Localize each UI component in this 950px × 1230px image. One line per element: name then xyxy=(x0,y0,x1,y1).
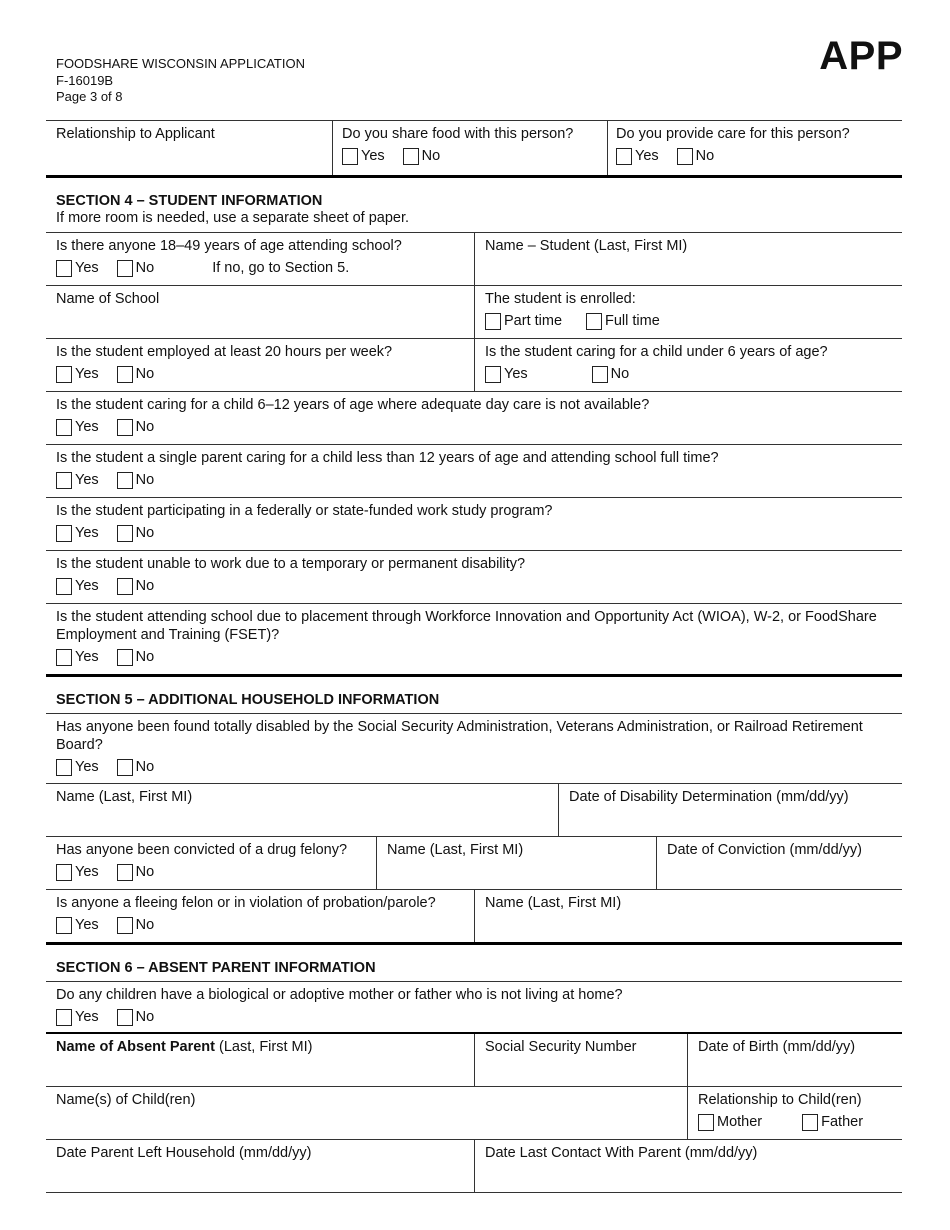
employed-row xyxy=(46,339,902,392)
option-label: Part time xyxy=(504,313,563,329)
placement-question: Is the student attending school due to placement through Workforce Innovation and Opportunity Act (WIOA), W-2, or FoodShare Employment and Training (FSET)? xyxy=(56,609,877,643)
checkbox[interactable] xyxy=(117,472,133,489)
child-6-12-question: Is the student caring for a child 6–12 years of age where adequate day care is not available? xyxy=(56,397,650,413)
fleeing-row xyxy=(46,890,902,945)
form-title: FOODSHARE WISCONSIN APPLICATION xyxy=(56,56,305,71)
disability-cell xyxy=(46,551,902,603)
checkbox[interactable] xyxy=(117,759,133,776)
absent-parent-label-suffix: (Last, First MI) xyxy=(215,1039,313,1055)
mother-option[interactable] xyxy=(698,1113,762,1131)
option-label: Father xyxy=(821,1114,864,1130)
relationship-child-cell xyxy=(687,1087,902,1139)
attending-no[interactable] xyxy=(117,259,155,277)
absent-parent-name-cell[interactable] xyxy=(46,1034,474,1086)
option-label: Yes xyxy=(75,759,99,775)
app-badge: APP xyxy=(819,34,903,78)
option-label: No xyxy=(421,148,441,164)
option-label: No xyxy=(135,366,155,382)
option-label: No xyxy=(135,759,155,775)
section-4-subtitle: If more room is needed, use a separate sheet of paper. xyxy=(56,210,410,226)
dob-cell[interactable] xyxy=(687,1034,902,1086)
absent-parent-row xyxy=(46,1034,902,1087)
single-parent-question: Is the student a single parent caring for a child less than 12 years of age and attending school full time? xyxy=(56,450,719,466)
employed-cell xyxy=(46,339,474,391)
disabled-yes[interactable] xyxy=(56,758,99,776)
checkbox[interactable] xyxy=(56,917,72,934)
date-contact-label: Date Last Contact With Parent (mm/dd/yy) xyxy=(485,1145,758,1161)
relationship-child-label: Relationship to Child(ren) xyxy=(698,1092,862,1108)
checkbox[interactable] xyxy=(56,260,72,277)
checkbox[interactable] xyxy=(677,148,693,165)
employed-no[interactable] xyxy=(117,365,155,383)
option-label: Yes xyxy=(75,917,99,933)
felony-name-cell[interactable] xyxy=(376,837,656,889)
employed-question: Is the student employed at least 20 hours per week? xyxy=(56,344,393,360)
relationship-row xyxy=(46,120,902,178)
children-names-label: Name(s) of Child(ren) xyxy=(56,1092,196,1108)
option-label: Mother xyxy=(717,1114,763,1130)
felony-question: Has anyone been convicted of a drug felony? xyxy=(56,842,348,858)
form-header xyxy=(56,56,305,106)
absent-children-yes[interactable] xyxy=(56,1008,99,1026)
relationship-label: Relationship to Applicant xyxy=(56,126,215,142)
student-name-cell[interactable] xyxy=(474,233,902,285)
checkbox[interactable] xyxy=(117,578,133,595)
date-left-cell[interactable] xyxy=(46,1140,474,1192)
checkbox[interactable] xyxy=(117,1009,133,1026)
option-label: Yes xyxy=(75,366,99,382)
felony-cell xyxy=(46,837,376,889)
full-time-option[interactable] xyxy=(586,312,660,330)
option-label: Yes xyxy=(75,472,99,488)
checkbox[interactable] xyxy=(56,472,72,489)
provide-care-yes[interactable] xyxy=(616,147,659,165)
work-study-question: Is the student participating in a federally or state-funded work study program? xyxy=(56,503,553,519)
disabled-question: Has anyone been found totally disabled by the Social Security Administration, Veterans Administration, or Railroad Retirement Board? xyxy=(56,719,863,753)
section-6-header xyxy=(46,945,902,982)
single-parent-yes[interactable] xyxy=(56,471,99,489)
fleeing-name-cell[interactable] xyxy=(474,890,902,942)
form-body xyxy=(46,120,902,1193)
placement-yes[interactable] xyxy=(56,648,99,666)
option-label: Full time xyxy=(605,313,660,329)
disabled-name-label: Name (Last, First MI) xyxy=(56,789,193,805)
relationship-cell[interactable] xyxy=(46,121,332,175)
option-label: Yes xyxy=(635,148,659,164)
work-study-row xyxy=(46,498,902,551)
disabled-cell xyxy=(46,714,902,783)
dob-label: Date of Birth (mm/dd/yy) xyxy=(698,1039,856,1055)
attending-cell xyxy=(46,233,474,285)
option-label: No xyxy=(135,864,155,880)
checkbox[interactable] xyxy=(56,864,72,881)
section-4-title: SECTION 4 – STUDENT INFORMATION xyxy=(56,193,323,209)
conviction-date-label: Date of Conviction (mm/dd/yy) xyxy=(667,842,863,858)
fleeing-name-label: Name (Last, First MI) xyxy=(485,895,622,911)
checkbox[interactable] xyxy=(117,649,133,666)
enrolled-cell xyxy=(474,286,902,338)
option-label: Yes xyxy=(75,525,99,541)
fleeing-yes[interactable] xyxy=(56,916,99,934)
work-study-cell xyxy=(46,498,902,550)
date-left-label: Date Parent Left Household (mm/dd/yy) xyxy=(56,1145,312,1161)
option-label: No xyxy=(135,260,155,276)
checkbox[interactable] xyxy=(616,148,632,165)
child-under6-cell xyxy=(474,339,902,391)
option-label: Yes xyxy=(75,864,99,880)
option-label: Yes xyxy=(75,1009,99,1025)
felony-no[interactable] xyxy=(117,863,155,881)
fleeing-no[interactable] xyxy=(117,916,155,934)
option-label: No xyxy=(135,1009,155,1025)
checkbox[interactable] xyxy=(117,864,133,881)
part-time-option[interactable] xyxy=(485,312,562,330)
checkbox[interactable] xyxy=(56,649,72,666)
checkbox[interactable] xyxy=(117,525,133,542)
checkbox[interactable] xyxy=(117,366,133,383)
checkbox[interactable] xyxy=(698,1114,714,1131)
share-food-no[interactable] xyxy=(403,147,441,165)
section-5-header xyxy=(46,677,902,714)
child-6-12-row xyxy=(46,392,902,445)
children-names-cell[interactable] xyxy=(46,1087,687,1139)
fleeing-question: Is anyone a fleeing felon or in violation of probation/parole? xyxy=(56,895,436,911)
disability-date-cell[interactable] xyxy=(558,784,902,836)
placement-row xyxy=(46,604,902,677)
option-label: No xyxy=(135,578,155,594)
form-number: F-16019B xyxy=(56,72,114,88)
option-label: Yes xyxy=(75,419,99,435)
checkbox[interactable] xyxy=(56,366,72,383)
disabled-name-row xyxy=(46,784,902,837)
page-number: Page 3 of 8 xyxy=(56,89,123,104)
child-6-12-cell xyxy=(46,392,902,444)
child-6-12-yes[interactable] xyxy=(56,418,99,436)
ssn-cell[interactable] xyxy=(474,1034,687,1086)
checkbox[interactable] xyxy=(802,1114,818,1131)
child-6-12-no[interactable] xyxy=(117,418,155,436)
checkbox[interactable] xyxy=(117,260,133,277)
checkbox[interactable] xyxy=(56,1009,72,1026)
option-label: No xyxy=(610,366,630,382)
felony-name-label: Name (Last, First MI) xyxy=(387,842,524,858)
school-name-cell[interactable] xyxy=(46,286,474,338)
checkbox[interactable] xyxy=(56,759,72,776)
option-label: Yes xyxy=(361,148,385,164)
enrolled-label: The student is enrolled: xyxy=(485,291,636,307)
absent-children-row xyxy=(46,982,902,1034)
school-row xyxy=(46,286,902,339)
father-option[interactable] xyxy=(802,1113,863,1131)
absent-parent-label: Name of Absent Parent xyxy=(56,1039,215,1055)
checkbox[interactable] xyxy=(403,148,419,165)
date-contact-cell[interactable] xyxy=(474,1140,902,1192)
section-4-header xyxy=(46,178,902,233)
checkbox[interactable] xyxy=(117,419,133,436)
checkbox[interactable] xyxy=(592,366,608,383)
absent-children-cell xyxy=(46,982,902,1032)
checkbox[interactable] xyxy=(342,148,358,165)
option-label: Yes xyxy=(75,649,99,665)
disability-no[interactable] xyxy=(117,577,155,595)
option-label: Yes xyxy=(504,366,528,382)
ssn-label: Social Security Number xyxy=(485,1039,637,1055)
option-label: Yes xyxy=(75,260,99,276)
dates-row xyxy=(46,1140,902,1193)
work-study-yes[interactable] xyxy=(56,524,99,542)
single-parent-no[interactable] xyxy=(117,471,155,489)
disability-question: Is the student unable to work due to a temporary or permanent disability? xyxy=(56,556,526,572)
attending-yes[interactable] xyxy=(56,259,99,277)
share-food-yes[interactable] xyxy=(342,147,385,165)
checkbox[interactable] xyxy=(56,525,72,542)
provide-care-question: Do you provide care for this person? xyxy=(616,126,850,142)
option-label: No xyxy=(135,917,155,933)
attending-note: If no, go to Section 5. xyxy=(212,260,350,276)
disabled-no[interactable] xyxy=(117,758,155,776)
checkbox[interactable] xyxy=(56,578,72,595)
school-name-label: Name of School xyxy=(56,291,160,307)
student-name-label: Name – Student (Last, First MI) xyxy=(485,238,688,254)
children-row xyxy=(46,1087,902,1140)
disability-row xyxy=(46,551,902,604)
checkbox[interactable] xyxy=(485,366,501,383)
provide-care-no[interactable] xyxy=(677,147,715,165)
disability-yes[interactable] xyxy=(56,577,99,595)
option-label: No xyxy=(695,148,715,164)
section-6-title: SECTION 6 – ABSENT PARENT INFORMATION xyxy=(56,960,376,976)
absent-children-question: Do any children have a biological or adoptive mother or father who is not living at home? xyxy=(56,987,623,1003)
work-study-no[interactable] xyxy=(117,524,155,542)
single-parent-cell xyxy=(46,445,902,497)
option-label: No xyxy=(135,472,155,488)
disabled-name-cell[interactable] xyxy=(46,784,558,836)
absent-children-no[interactable] xyxy=(117,1008,155,1026)
share-food-cell xyxy=(332,121,607,175)
single-parent-row xyxy=(46,445,902,498)
felony-row xyxy=(46,837,902,890)
option-label: No xyxy=(135,525,155,541)
felony-yes[interactable] xyxy=(56,863,99,881)
disabled-row xyxy=(46,714,902,784)
child-under6-no[interactable] xyxy=(592,365,630,383)
checkbox[interactable] xyxy=(56,419,72,436)
checkbox[interactable] xyxy=(485,313,501,330)
option-label: Yes xyxy=(75,578,99,594)
disability-date-label: Date of Disability Determination (mm/dd/yy) xyxy=(569,789,849,805)
placement-cell xyxy=(46,604,902,674)
option-label: No xyxy=(135,649,155,665)
share-food-question: Do you share food with this person? xyxy=(342,126,574,142)
option-label: No xyxy=(135,419,155,435)
child-under6-yes[interactable] xyxy=(485,365,528,383)
checkbox[interactable] xyxy=(117,917,133,934)
section-5-title: SECTION 5 – ADDITIONAL HOUSEHOLD INFORMATION xyxy=(56,692,440,708)
checkbox[interactable] xyxy=(586,313,602,330)
attending-question: Is there anyone 18–49 years of age attending school? xyxy=(56,238,402,254)
fleeing-cell xyxy=(46,890,474,942)
attending-row xyxy=(46,233,902,286)
placement-no[interactable] xyxy=(117,648,155,666)
employed-yes[interactable] xyxy=(56,365,99,383)
child-under6-question: Is the student caring for a child under 6 years of age? xyxy=(485,344,828,360)
provide-care-cell xyxy=(607,121,902,175)
conviction-date-cell[interactable] xyxy=(656,837,902,889)
